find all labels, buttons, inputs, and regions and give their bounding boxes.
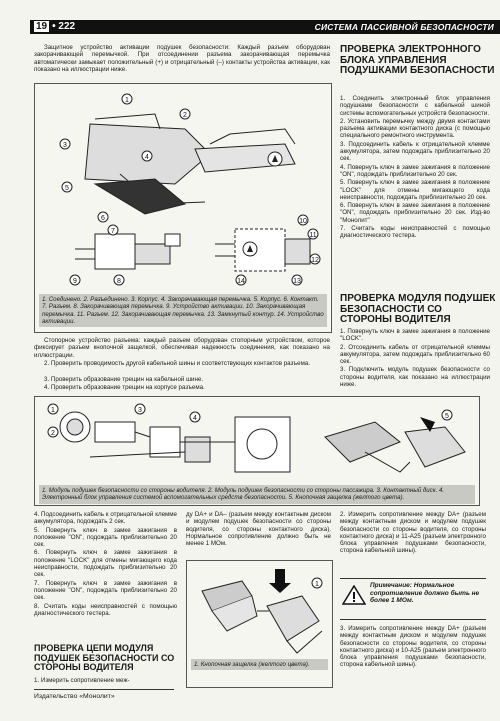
r1-step-6: 6. Повернуть ключ в замке зажигания в положение "ON", подождать приблизительно 20 сек. Изд-во "Монолит" — [340, 202, 490, 224]
r1-step-5: 5. Повернуть ключ в замке зажигания в положение "LOCK" для отмены мигающего кода неисправности, подождать приблизительно 20 сек. — [340, 179, 490, 201]
left-step-4: 4. Проверить образование трещин на корпусе разъема. — [44, 384, 205, 391]
r2-step-3: 3. Подключить модуль подушек безопасности со стороны водителя, как показано на иллюстрации ниже. — [340, 366, 490, 389]
right-section2-steps — [340, 328, 490, 388]
a-step-8: 8. Считать коды неисправностей с помощью диагностического тестера. — [34, 602, 177, 617]
fig1-label-3: 3 — [63, 142, 67, 149]
fig1-label-9: 9 — [73, 278, 77, 285]
right-section2-title: ПРОВЕРКА МОДУЛЯ ПОДУШЕК БЕЗОПАСНОСТИ СО СТОРОНЫ ВОДИТЕЛЯ — [340, 293, 496, 325]
note-label: Примечание: — [370, 582, 412, 589]
shorting-bar-diagram — [35, 84, 333, 294]
fig2-label-1: 1 — [51, 407, 55, 414]
figure3-caption: 1. Кнопочная защелка (желтого цвета). — [191, 659, 328, 670]
r1-step-3: 3. Подсоединить кабель к отрицательной клемме аккумулятора, затем подождать приблизительно 20 сек. — [340, 140, 490, 163]
chapter-marker: 19 — [36, 21, 48, 32]
fig2-label-4: 4 — [193, 415, 197, 422]
r1-step-1: 1. Соединить электронный блок управления подушками безопасности с кабельной шиной системы вспомогательных устройств безопасности. — [340, 95, 490, 117]
fig2-label-5: 5 — [445, 413, 449, 420]
footer-publisher: Издательство «Монолит» — [34, 693, 115, 700]
fig1-label-11: 11 — [309, 232, 317, 239]
warning-icon — [342, 585, 366, 605]
fig2-label-3: 3 — [138, 407, 142, 414]
r1-step-4: 4. Повернуть ключ в замке зажигания в положение "ON", подождать приблизительно 20 сек. — [340, 163, 490, 178]
col-a-steps — [34, 511, 177, 617]
a-step-6: 6. Повернуть ключ в замке зажигания в положение "LOCK" для отмены мигающего кода неисправности, подождать приблизительно 20 сек. — [34, 549, 177, 579]
note-box — [340, 578, 486, 620]
r1-step-2: 2. Установить перемычку между двумя контактами разъема активации контактного диска (с помощью специального ремонтного инструмента. — [340, 117, 490, 140]
section-title: СИСТЕМА ПАССИВНОЙ БЕЗОПАСНОСТИ — [314, 22, 494, 32]
left-step-2: 2. Проверить проводимость другой кабельной шины и соответствующих контактов разъема. — [44, 360, 310, 367]
page-number-dot: • — [52, 21, 59, 32]
figure-latch — [186, 560, 333, 688]
fig3-label-1: 1 — [315, 581, 319, 588]
r2-step-2: 2. Отсоединить кабель от отрицательной клеммы аккумулятора, затем подождать приблизительно 60 сек. — [340, 343, 490, 366]
a-step-7: 7. Повернуть ключ в замке зажигания в положение "ON", подождать приблизительно 20 сек. — [34, 579, 177, 602]
fig1-label-10: 10 — [299, 218, 307, 225]
a-step-5: 5. Повернуть ключ в замке зажигания в положение "ON", подождать приблизительно 20 сек. — [34, 526, 177, 549]
fig1-label-7: 7 — [111, 228, 115, 235]
fig1-label-13: 13 — [293, 278, 301, 285]
fig1-label-14: 14 — [237, 278, 245, 285]
page-number — [34, 21, 75, 32]
right-section1-title: ПРОВЕРКА ЭЛЕКТРОННОГО БЛОКА УПРАВЛЕНИЯ ПОДУШКАМИ БЕЗОПАСНОСТИ — [340, 44, 495, 76]
figure-airbag-modules — [34, 396, 480, 506]
col-a-section-title: ПРОВЕРКА ЦЕПИ МОДУЛЯ ПОДУШЕК БЕЗОПАСНОСТИ СО СТОРОНЫ ВОДИТЕЛЯ — [34, 643, 175, 672]
a-step-4: 4. Подсоединить кабель к отрицательной клемме аккумулятора, подождать 2 сек. — [34, 511, 177, 526]
figure2-caption: 1. Модуль подушек безопасности со стороны водителя. 2. Модуль подушек безопасности со стороны пассажира. 3. Контактный диск. 4. Электронный блок управления системой вспомогательных средств безопасности. 5. Кнопочная защелка (желтого цвета). — [39, 485, 475, 504]
fig1-label-1: 1 — [125, 97, 129, 104]
figure-shorting-bar — [34, 83, 332, 333]
fig1-label-2: 2 — [183, 112, 187, 119]
r1-step-7: 7. Считать коды неисправностей с помощью диагностического тестера. — [340, 225, 490, 240]
fig1-label-4: 4 — [145, 154, 149, 161]
figure1-caption: 1. Соединено. 2. Разъединено. 3. Корпус. 4. Закорачивающая перемычка. 5. Корпус. 6. Контакт. 7. Разъем. 8. Закорачивающая перемычка. 9. Устройство активации. 10. Закорачивающая перемычка. 11. Разъем. 12. Закорачивающая перемычка. 13. Замкнутый контур. 14. Устройство активации. — [39, 294, 327, 327]
page-number-value: 222 — [58, 21, 76, 32]
col-c-step-3: 3. Измерить сопротивление между DA+ (разъем между контактным диском и модулем подушек безопасности со стороны водителя, со стороны контактного диска) и 10-A25 (разъем электронного блока управления подушками безопасности, сторона кабельной шины). — [340, 625, 486, 669]
latch-diagram — [187, 561, 334, 659]
fig1-label-5: 5 — [65, 185, 69, 192]
r2-step-1: 1. Повернуть ключ в замке зажигания в положение "LOCK". — [340, 328, 490, 343]
right-section1-steps — [340, 95, 490, 240]
fig1-label-6: 6 — [101, 215, 105, 222]
col-c-step-2: 2. Измерить сопротивление между DA+ (разъем между контактным диском и модулем подушек безопасности со стороны водителя, со стороны контактного диска) и 11-A25 (разъем электронного блока управления подушками безопасности, сторона кабельной шины). — [340, 511, 486, 555]
col-b-text: ду DA+ и DA– (разъем между контактным диском и модулем подушек безопасности со стороны водителя, со стороны контактного диска). Нормальное сопротивление должно быть не менее 1 МОм. — [186, 511, 331, 548]
airbag-modules-diagram — [35, 397, 481, 485]
left-step-3: 3. Проверить образование трещин на кабельной шине. — [44, 376, 204, 383]
footer-rule — [34, 689, 174, 690]
fig2-label-2: 2 — [51, 430, 55, 437]
col-a-step-1: 1. Измерить сопротивление меж- — [34, 677, 130, 684]
note-text: Нормальное сопротивление должно быть не более 1 МОм. — [370, 582, 480, 605]
fig1-label-8: 8 — [117, 278, 121, 285]
intro-text: Защитное устройство активации подушек безопасности: Каждый разъем оборудован закорачивающей перемычкой. При отсоединении разъема закорачивающая перемычка автоматически замыкает положительный (+) и отрицательный (–) контакты устройства активации, как показано на иллюстрации ниже. — [34, 44, 330, 73]
lock-text: Стопорное устройство разъема: каждый разъем оборудован стопорным устройством, которое фиксирует разъем кнопочной защелкой, обеспечивая надежность соединения, как показано на иллюстрации. — [34, 337, 330, 359]
fig1-label-12: 12 — [311, 257, 319, 264]
note-content — [370, 582, 484, 605]
